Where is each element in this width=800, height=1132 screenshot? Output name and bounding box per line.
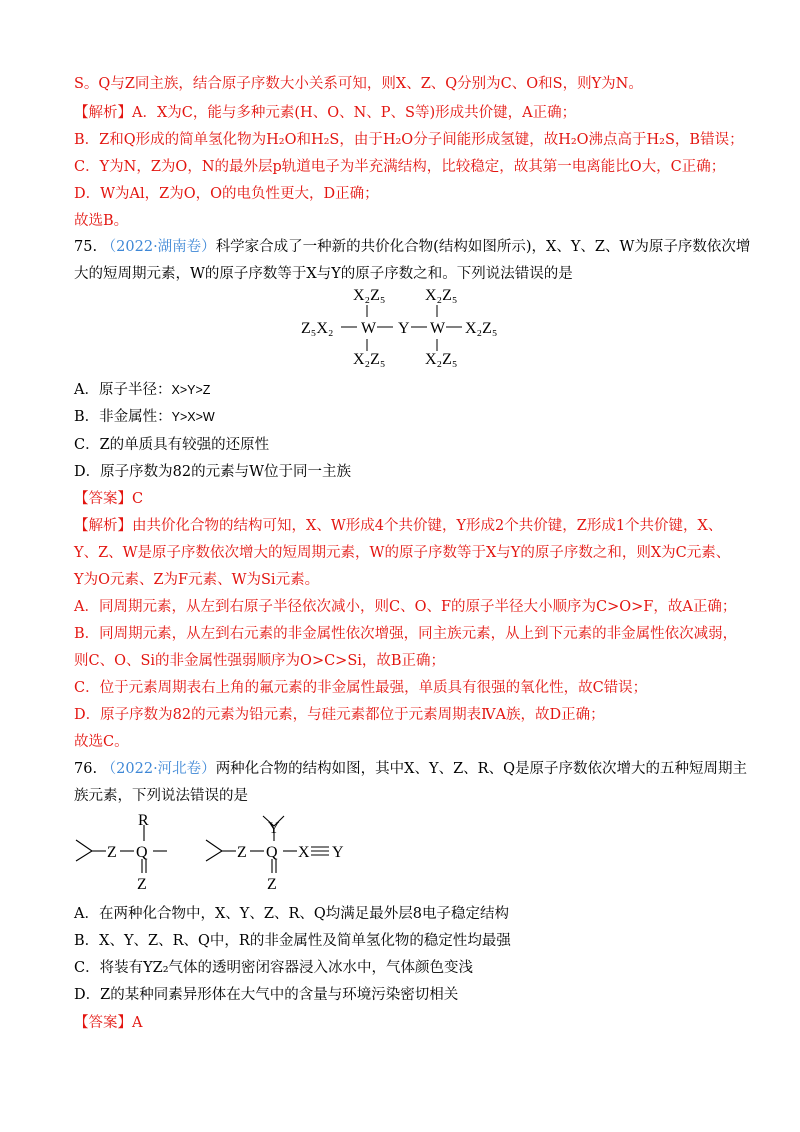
atom-x: X (298, 844, 310, 861)
structure-75 (295, 283, 525, 377)
question-number: 76. (74, 761, 98, 777)
atom-z: Z (237, 844, 247, 861)
atom-z: Z (267, 876, 277, 893)
struct-w2: W (430, 320, 446, 337)
question-76-stem-2: 族元素，下列说法错误的是 (74, 788, 248, 804)
atom-q: Q (136, 844, 148, 861)
atom-r: R (138, 812, 149, 829)
option-value: Y>X>W (171, 410, 215, 424)
question-number: 75. (74, 239, 98, 255)
option-d: D．原子序数为82的元素与W位于同一主族 (74, 464, 351, 480)
analysis-line: Y为O元素、Z为F元素、W为Si元素。 (74, 572, 320, 588)
question-text: 科学家合成了一种新的共价化合物(结构如图所示)，X、Y、Z、W为原子序数依次增 (215, 239, 751, 255)
analysis-line: A．同周期元素，从左到右原子半径依次减小，则C、O、F的原子半径大小顺序为C>O>F，故A正确； (74, 599, 737, 615)
analysis-line: 故选C。 (74, 734, 129, 750)
analysis-line: S。Q与Z同主族，结合原子序数大小关系可知，则X、Z、Q分别为C、O和S，则Y为N。 (74, 76, 643, 92)
struct-bot-right: X₂Z₅ (425, 351, 458, 368)
option-c: C．Z的单质具有较强的还原性 (74, 437, 270, 453)
analysis-line: D．原子序数为82的元素为铅元素，与硅元素都位于元素周期表ⅣA族，故D正确； (74, 707, 605, 723)
analysis-line: 【解析】由共价化合物的结构可知，X、W形成4个共价键，Y形成2个共价键，Z形成1个共价键，X、 (74, 518, 723, 534)
atom-z: Z (107, 844, 117, 861)
option-b: B．X、Y、Z、R、Q中，R的非金属性及简单氢化物的稳定性均最强 (74, 933, 511, 949)
option-b (74, 406, 215, 428)
option-a (74, 379, 210, 401)
struct-top-right: X₂Z₅ (425, 287, 458, 304)
structure-75-svg (295, 283, 525, 373)
atom-y: Y (268, 820, 280, 837)
atom-q: Q (266, 844, 278, 861)
option-c: C．将装有YZ₂气体的透明密闭容器浸入冰水中，气体颜色变浅 (74, 960, 474, 976)
option-a: A．在两种化合物中，X、Y、Z、R、Q均满足最外层8电子稳定结构 (74, 906, 509, 922)
option-label: B．非金属性： (74, 409, 172, 425)
question-76-stem (74, 758, 747, 780)
analysis-line: 故选B。 (74, 213, 129, 229)
struct-y: Y (398, 320, 410, 337)
zigzag-bond (206, 840, 222, 861)
analysis-line: C．位于元素周期表右上角的氟元素的非金属性最强，单质具有很强的氧化性，故C错误； (74, 680, 648, 696)
structure-76 (70, 812, 390, 902)
analysis-line: 则C、O、Si的非金属性强弱顺序为O>C>Si，故B正确； (74, 653, 446, 669)
option-value: X>Y>Z (171, 383, 211, 397)
struct-top-left: X₂Z₅ (353, 287, 386, 304)
atom-y: Y (332, 844, 344, 861)
analysis-line: 【解析】A．X为C，能与多种元素(H、O、N、P、S等)形成共价键，A正确； (74, 105, 577, 121)
structure-76-svg (70, 812, 390, 898)
question-text: 两种化合物的结构如图，其中X、Y、Z、R、Q是原子序数依次增大的五种短周期主 (215, 761, 747, 777)
struct-left: Z₅X₂ (301, 320, 334, 337)
analysis-line: B．同周期元素，从左到右元素的非金属性依次增强，同主族元素，从上到下元素的非金属性依次减弱， (74, 626, 738, 642)
question-75-stem-2: 大的短周期元素，W的原子序数等于X与Y的原子序数之和。下列说法错误的是 (74, 266, 573, 282)
analysis-line: C．Y为N，Z为O，N的最外层p轨道电子为半充满结构，比较稳定，故其第一电离能比O大，C正确； (74, 159, 726, 175)
answer: 【答案】A (74, 1015, 143, 1031)
struct-right: X₂Z₅ (465, 320, 498, 337)
zigzag-bond (76, 840, 92, 861)
question-source: （2022·河北卷） (101, 761, 216, 777)
struct-bot-left: X₂Z₅ (353, 351, 386, 368)
answer: 【答案】C (74, 491, 144, 507)
option-label: A．原子半径： (74, 382, 172, 398)
question-75-stem (74, 236, 750, 258)
option-d: D．Z的某种同素异形体在大气中的含量与环境污染密切相关 (74, 987, 459, 1003)
analysis-line: Y、Z、W是原子序数依次增大的短周期元素，W的原子序数等于X与Y的原子序数之和，则X为C元素、 (74, 545, 731, 561)
question-source: （2022·湖南卷） (101, 239, 216, 255)
analysis-line: D．W为Al，Z为O，O的电负性更大，D正确； (74, 186, 379, 202)
struct-w1: W (361, 320, 377, 337)
atom-z: Z (137, 876, 147, 893)
analysis-line: B．Z和Q形成的简单氢化物为H₂O和H₂S，由于H₂O分子间能形成氢键，故H₂O沸点高于H₂S，B错误； (74, 132, 744, 148)
